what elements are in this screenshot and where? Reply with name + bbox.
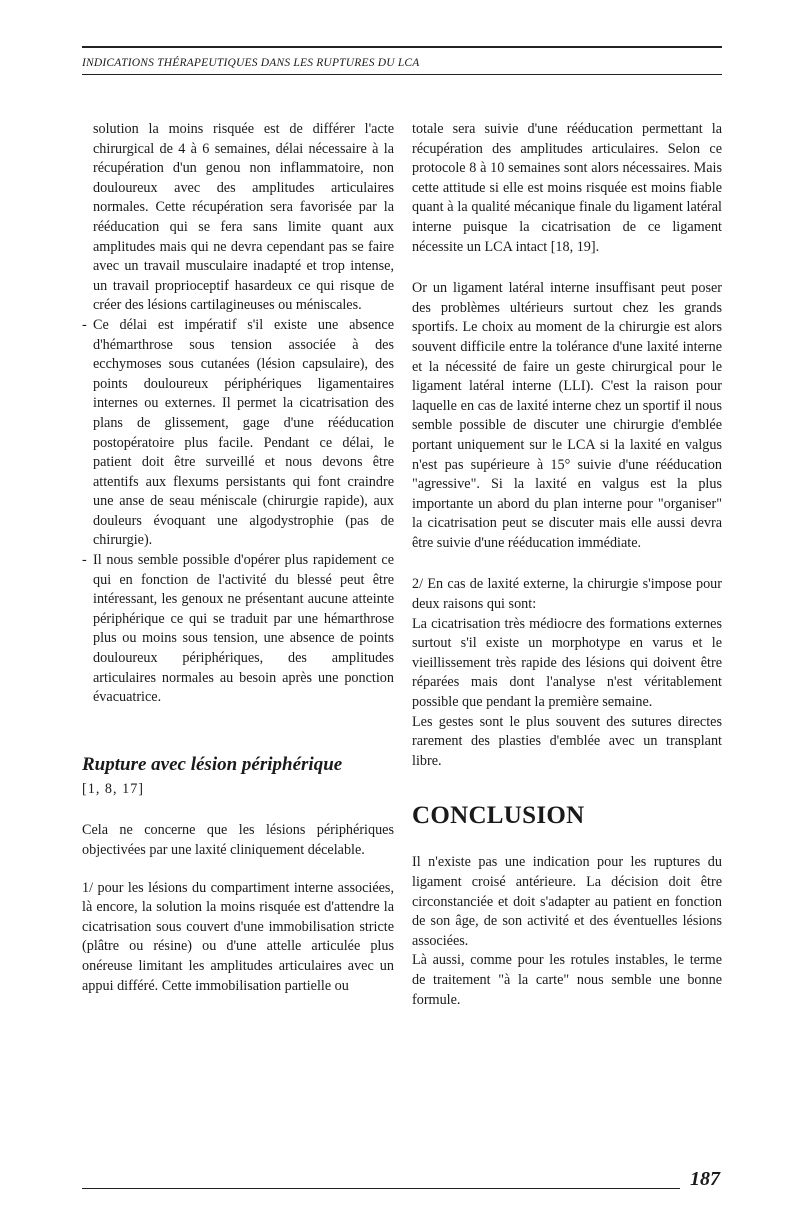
header-rule-bottom <box>82 74 722 75</box>
left-paragraph-continued: solution la moins risquée est de différer l'acte chirurgical de 4 à 6 semaines, délai nécessaire à la récupération d'un genou non inflammatoire, non douloureux avec des amplitudes articulaires normales. Cette récupération sera favorisée par la rééducation qui se fera sans limite quant aux amplitudes mais qui ne devra cependant pas se faire avec un travail musculaire inadapté et trop intense, un travail proprioceptif hasardeux ce qui risque de créer des lésions cartilagineuses ou méniscales. <box>93 121 394 314</box>
right-paragraph-external: 2/ En cas de laxité externe, la chirurgie s'impose pour deux raisons qui sont: <box>412 576 723 613</box>
numbered-marker-1: 1/ <box>82 879 94 896</box>
page-number: 187 <box>690 1168 720 1190</box>
right-paragraph-continued: totale sera suivie d'une rééducation permettant la récupération des amplitudes articulaires. Selon ce protocole 8 à 10 semaines sont alors nécessaires. Mais cette attitude si elle est moins risquée est moins fiable quant à la qualité mécanique finale du ligament latéral interne puisque la cicatrisation de ce ligament nécessite un LCA intact [18, 19]. <box>412 121 722 255</box>
bullet-item-delay: - Ce délai est impératif s'il existe une absence d'hémarthrose sous tension associée à des ecchymoses sous cutanées (lésion capsulaire), des points douloureux périphériques ligamentaires internes ou externes. Il permet la cicatrisation des plans de glissement, gage d'une rééducation postopératoire plus facile. Pendant ce délai, le patient doit être surveillé et nous devons être attentifs aux flexums persistants qui font craindre une anse de seau méniscale (chirurgie rapide), aux douleurs évoquant une algodystrophie (pas de chirurgie). <box>82 316 394 551</box>
conclusion-paragraph-2: Là aussi, comme pour les rotules instables, le terme de traitement "à la carte" nous semble une bonne formule. <box>412 952 722 1008</box>
header-rule-top <box>82 46 722 48</box>
running-header: INDICATIONS THÉRAPEUTIQUES DANS LES RUPTURES DU LCA <box>82 57 420 69</box>
right-paragraph-lli: Or un ligament latéral interne insuffisant peut poser des problèmes ultérieurs surtout chez les grands sportifs. Le choix au moment de la chirurgie est alors souvent difficile entre la tolérance d'une laxité interne et la nécessité de faire un geste chirurgical pour le ligament latéral interne (LLI). C'est la raison pour laquelle en cas de laxité interne chez un sportif il nous semble possible de discuter une chirurgie d'emblée portant uniquement sur le LCA si la laxité en valgus n'est pas supérieure à 15° suivie d'une rééducation "agressive". Si la laxité en valgus est la plus importante un abord du plan interne pour "organiser" la cicatrisation peut se discuter mais elle aussi devra être suivie d'une rééducation immédiate. <box>412 280 722 551</box>
right-column <box>412 120 722 1010</box>
numbered-marker-2: 2/ <box>412 576 424 593</box>
conclusion-heading: CONCLUSION <box>412 802 585 830</box>
right-paragraph-healing: La cicatrisation très médiocre des formations externes surtout s'il existe un morphotype en varus et le vieillissement très rapide des lésions qui doivent être réparées mais dont l'analyse n'est véritablement possible que pendant la première semaine. <box>412 615 722 711</box>
bullet-item-early-surgery: - Il nous semble possible d'opérer plus rapidement ce qui en fonction de l'activité du blessé peut être intéressant, les genoux ne présentant aucune atteinte périphérique ce qui se traduit par une hémarthrose plus ou moins sous tension, une absence de points douloureux périphériques, des amplitudes articulaires normales au besoin après une ponction évacuatrice. <box>82 551 394 708</box>
footer-rule <box>82 1188 680 1189</box>
left-paragraph-intro: Cela ne concerne que les lésions périphériques objectivées par une laxité cliniquement décelable. <box>82 822 394 858</box>
section-heading: Rupture avec lésion périphérique <box>82 753 343 775</box>
section-references: [1, 8, 17] <box>82 780 145 797</box>
left-column <box>82 120 394 996</box>
left-paragraph-internal: 1/ pour les lésions du compartiment interne associées, là encore, la solution la moins risquée est d'attendre la cicatrisation sous couvert d'une immobilisation stricte (plâtre ou résine) ou d'une attelle articulée plus onéreuse limitant les amplitudes articulaires avec un appui différé. Cette immobilisation partielle ou <box>82 879 394 994</box>
right-paragraph-sutures: Les gestes sont le plus souvent des sutures directes rarement des plasties d'emblée avec un transplant libre. <box>412 713 722 769</box>
conclusion-paragraph-1: Il n'existe pas une indication pour les ruptures du ligament croisé antérieure. La décision doit être circonstanciée et doit s'adapter au patient en fonction de son âge, de son activité et des éventuelles lésions associées. <box>412 854 722 949</box>
